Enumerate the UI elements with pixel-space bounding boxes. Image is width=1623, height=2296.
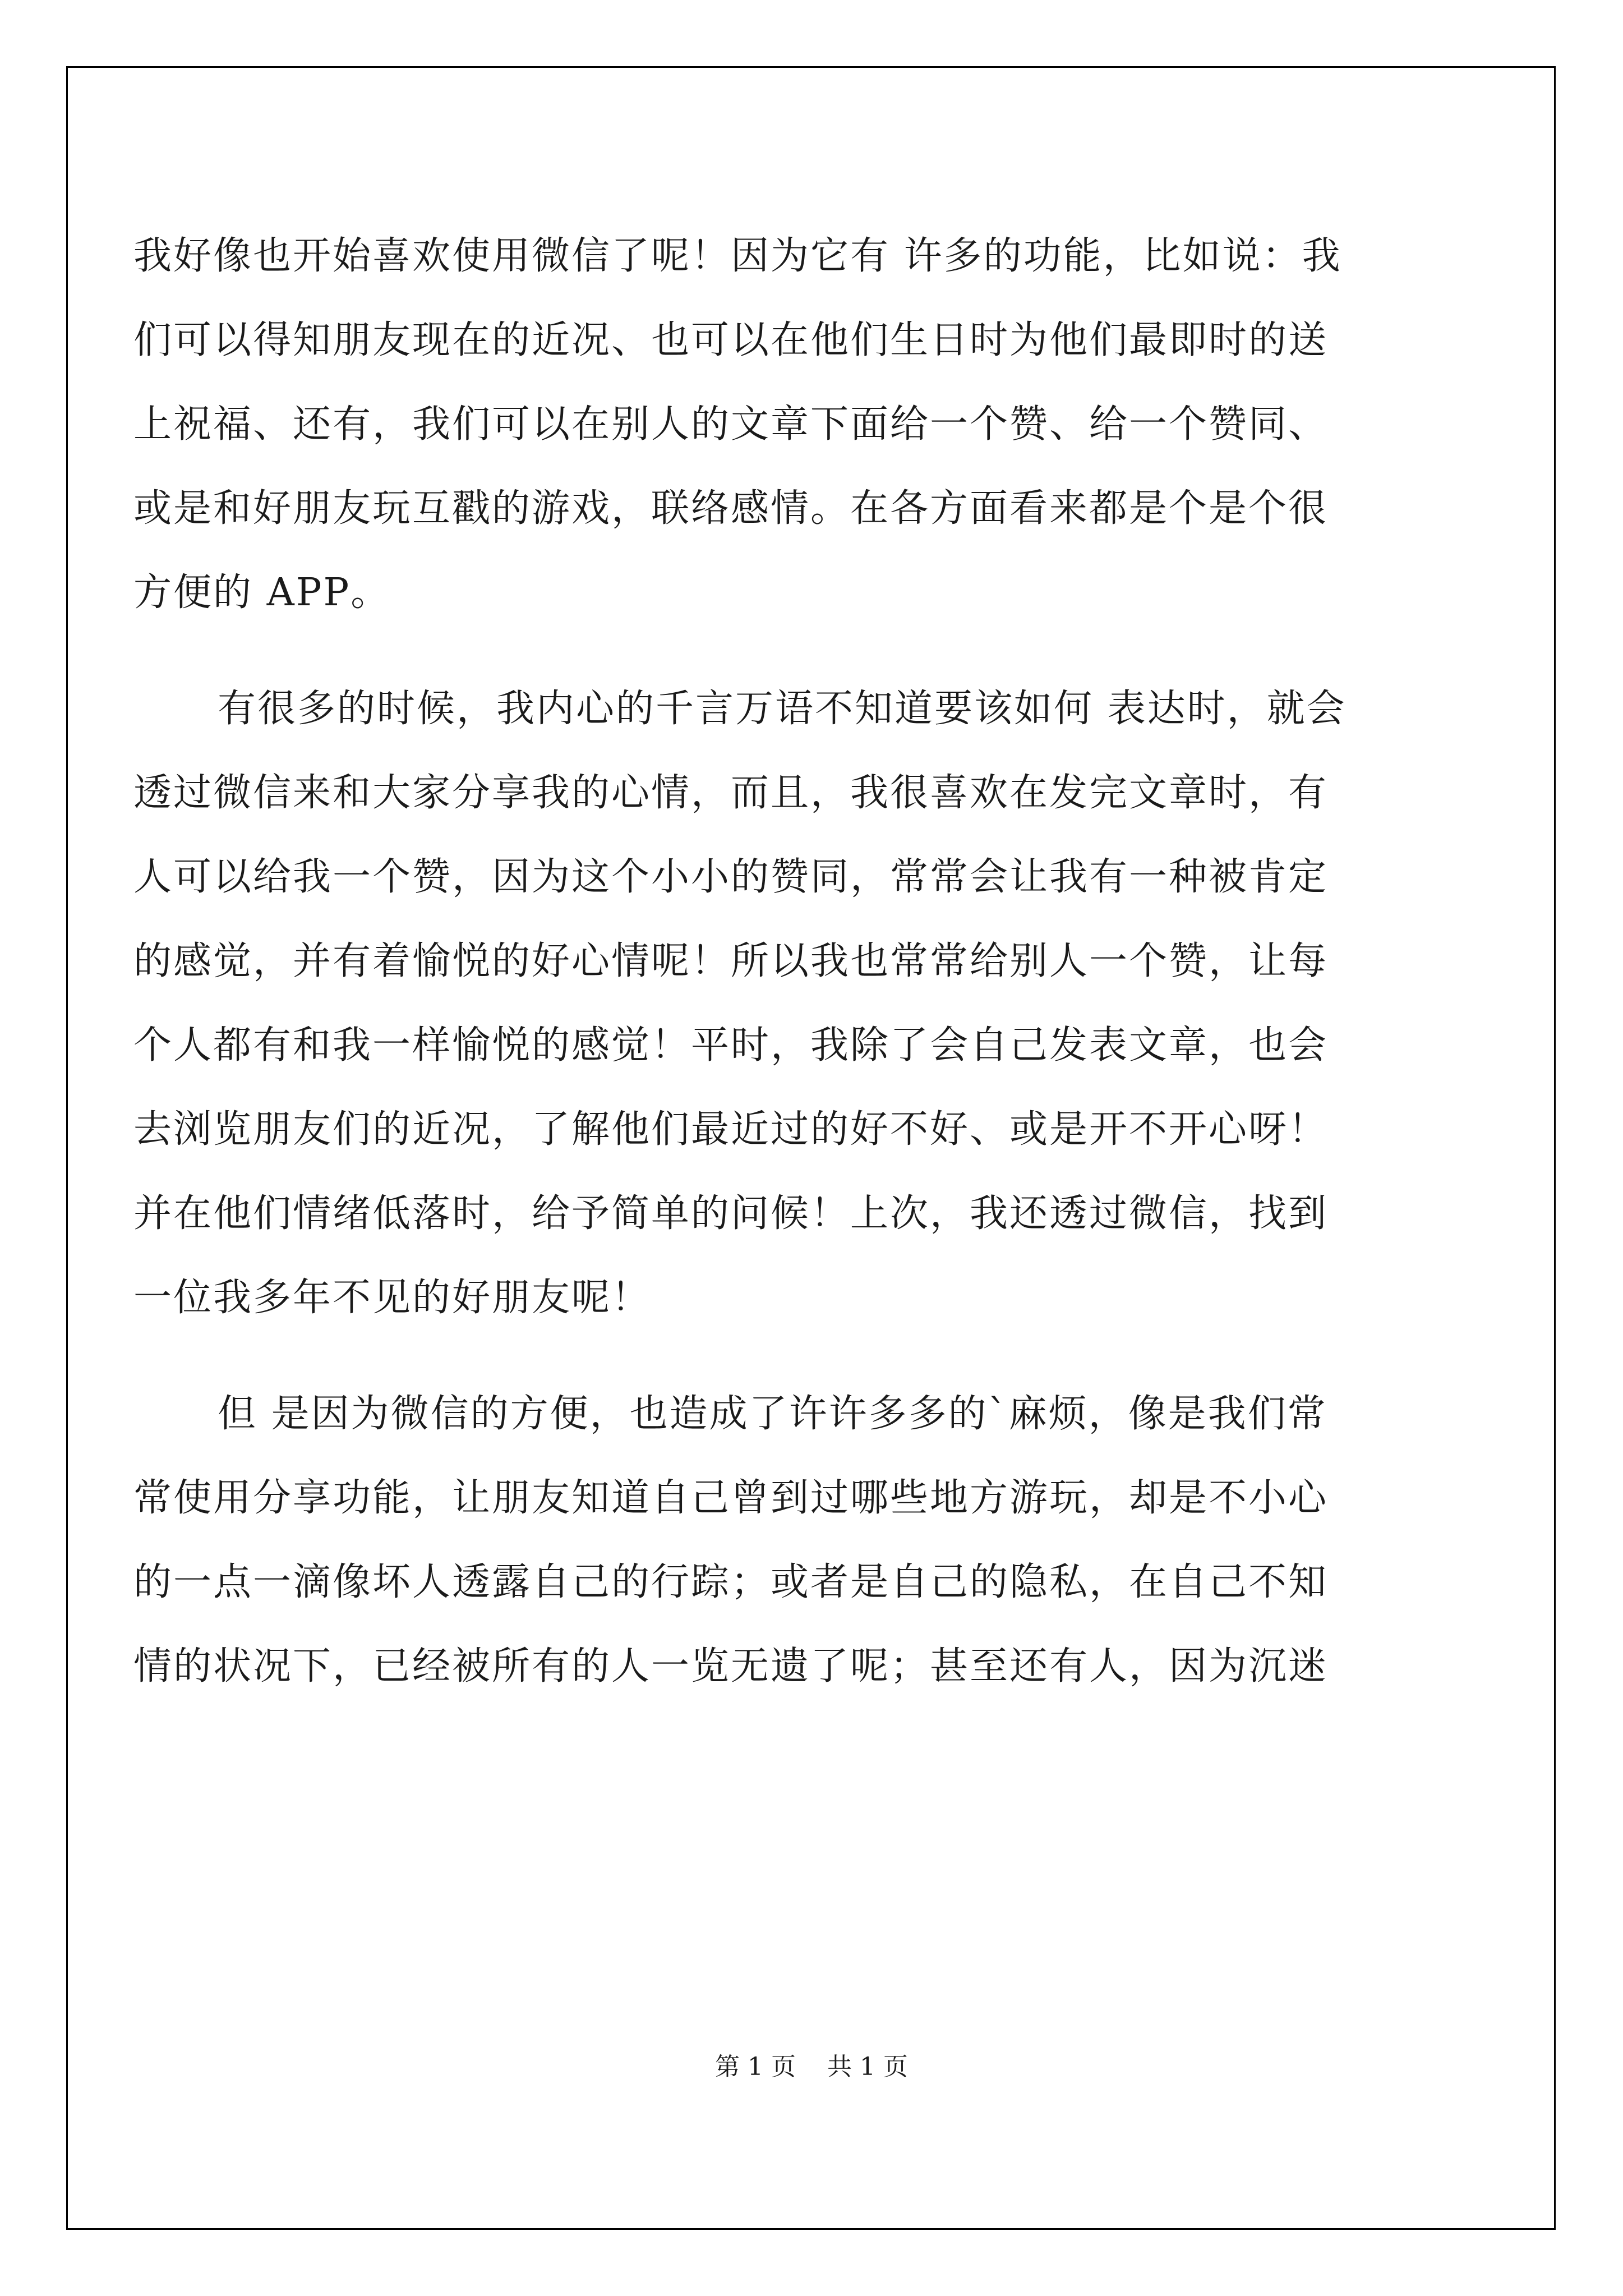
text-line: 个人都有和我一样愉悦的感觉！平时，我除了会自己发表文章，也会 [133,1023,1329,1068]
text-line: 人可以给我一个赞，因为这个小小的赞同，常常会让我有一种被肯定 [133,855,1329,899]
paragraph-spacer [133,1340,1490,1372]
paragraph-3 [133,1372,1490,1709]
text-line: 有很多的时候，我内心的千言万语不知道要该如何 表达时，就会 [218,687,1347,731]
text-line: 透过微信来和大家分享我的心情，而且，我很喜欢在发完文章时，有 [133,771,1329,815]
text-line: 情的状况下，已经被所有的人一览无遗了呢；甚至还有人，因为沉迷 [133,1644,1329,1688]
page-number: 第 1 页 [715,2053,796,2081]
text-line: 或是和好朋友玩互戳的游戏，联络感情。在各方面看来都是个是个很 [133,486,1329,531]
document-body [133,214,1490,1709]
text-line: 上祝福、还有，我们可以在别人的文章下面给一个赞、给一个赞同、 [133,402,1329,447]
text-line: 们可以得知朋友现在的近况、也可以在他们生日时为他们最即时的送 [133,318,1329,362]
paragraph-spacer [133,635,1490,667]
text-line: 方便的 APP。 [133,570,391,615]
paragraph-2 [133,667,1490,1340]
text-line: 常使用分享功能，让朋友知道自己曾到过哪些地方游玩，却是不小心 [133,1476,1329,1520]
text-line: 一位我多年不见的好朋友呢！ [133,1276,652,1320]
text-line: 并在他们情绪低落时，给予简单的问候！上次，我还透过微信，找到 [133,1191,1329,1236]
text-line: 的一点一滴像坏人透露自己的行踪；或者是自己的隐私，在自己不知 [133,1560,1329,1604]
text-line: 去浏览朋友们的近况，了解他们最近过的好不好、或是开不开心呀！ [133,1107,1329,1152]
page-total: 共 1 页 [827,2053,908,2081]
paragraph-1 [133,214,1490,635]
text-line: 的感觉，并有着愉悦的好心情呢！所以我也常常给别人一个赞，让每 [133,939,1329,983]
page-footer [0,2050,1623,2084]
text-line: 但 是因为微信的方便，也造成了许许多多的`麻烦，像是我们常 [218,1392,1327,1436]
text-line: 我好像也开始喜欢使用微信了呢！因为它有 许多的功能，比如说：我 [133,234,1342,278]
